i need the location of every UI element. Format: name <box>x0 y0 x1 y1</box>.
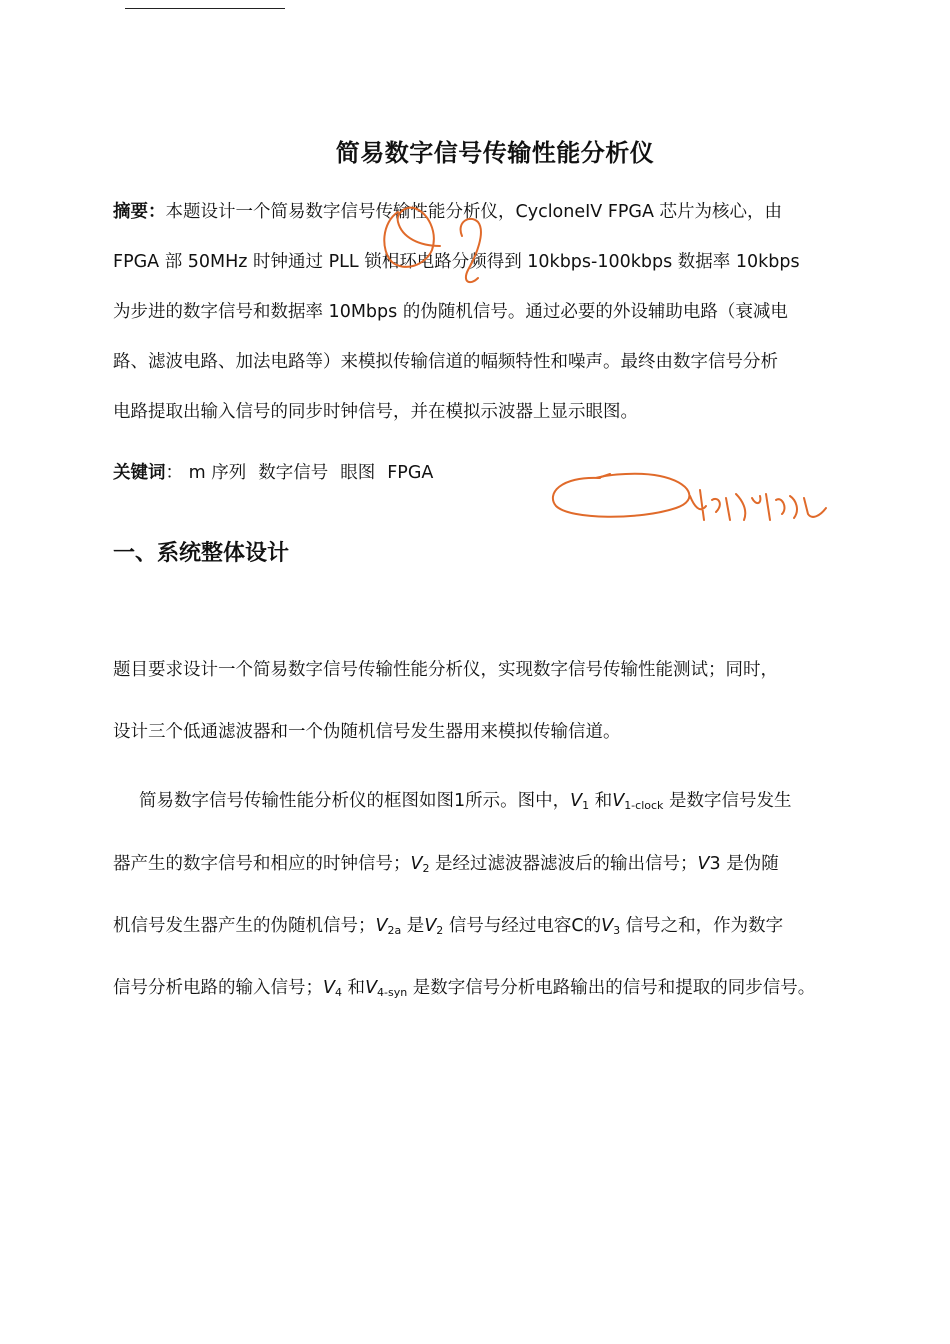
para2-line-2: 器产生的数字信号和相应的时钟信号；V2 是经过滤波器滤波后的输出信号；V3 是伪随 <box>113 854 779 875</box>
keyword-item: 眼图 <box>340 463 376 483</box>
header-rule <box>125 8 285 9</box>
keyword-item: 数字信号 <box>258 463 329 483</box>
abstract-line-5: 电路提取出输入信号的同步时钟信号，并在模拟示波器上显示眼图。 <box>113 402 638 422</box>
keywords-sep: ： <box>165 463 183 483</box>
keyword-item: m 序列 <box>188 463 247 483</box>
para2-line-3: 机信号发生器产生的伪随机信号；V2a 是V2 信号与经过电容C的V3 信号之和，作为数字 <box>113 916 784 937</box>
para2-line-4: 信号分析电路的输入信号；V4 和V4-syn 是数字信号分析电路输出的信号和提取的同步信号。 <box>113 978 816 999</box>
abstract-line-3: 为步进的数字信号和数据率 10Mbps 的伪随机信号。通过必要的外设辅助电路（衰减电 <box>113 302 788 322</box>
para1-line-2: 设计三个低通滤波器和一个伪随机信号发生器用来模拟传输信道。 <box>113 722 621 742</box>
ink-oval-tick <box>598 474 610 478</box>
ink-handwriting <box>690 490 826 520</box>
abstract-line-1 <box>113 200 782 224</box>
keyword-item: FPGA <box>387 463 434 483</box>
ink-oval <box>553 474 690 517</box>
abstract-label: 摘要： <box>113 202 166 222</box>
abstract-line-2: FPGA 部 50MHz 时钟通过 PLL 锁相环电路分频得到 10kbps-100kbps 数据率 10kbps <box>113 252 800 272</box>
para1-line-1: 题目要求设计一个简易数字信号传输性能分析仪，实现数字信号传输性能测试；同时， <box>113 660 778 680</box>
abstract-line-4: 路、滤波电路、加法电路等）来模拟传输信道的幅频特性和噪声。最终由数字信号分析 <box>113 352 778 372</box>
section-heading: 一、系统整体设计 <box>113 541 290 566</box>
keywords-label: 关键词 <box>113 463 166 483</box>
abstract-text-1: 本题设计一个简易数字信号传输性能分析仪，CycloneIV FPGA 芯片为核心，由 <box>165 202 783 222</box>
keywords-line <box>113 461 433 485</box>
para2-line-1: 简易数字信号传输性能分析仪的框图如图1所示。图中，V1 和V1-clock 是数字信号发生 <box>139 791 792 812</box>
document-title: 简易数字信号传输性能分析仪 <box>335 139 655 167</box>
